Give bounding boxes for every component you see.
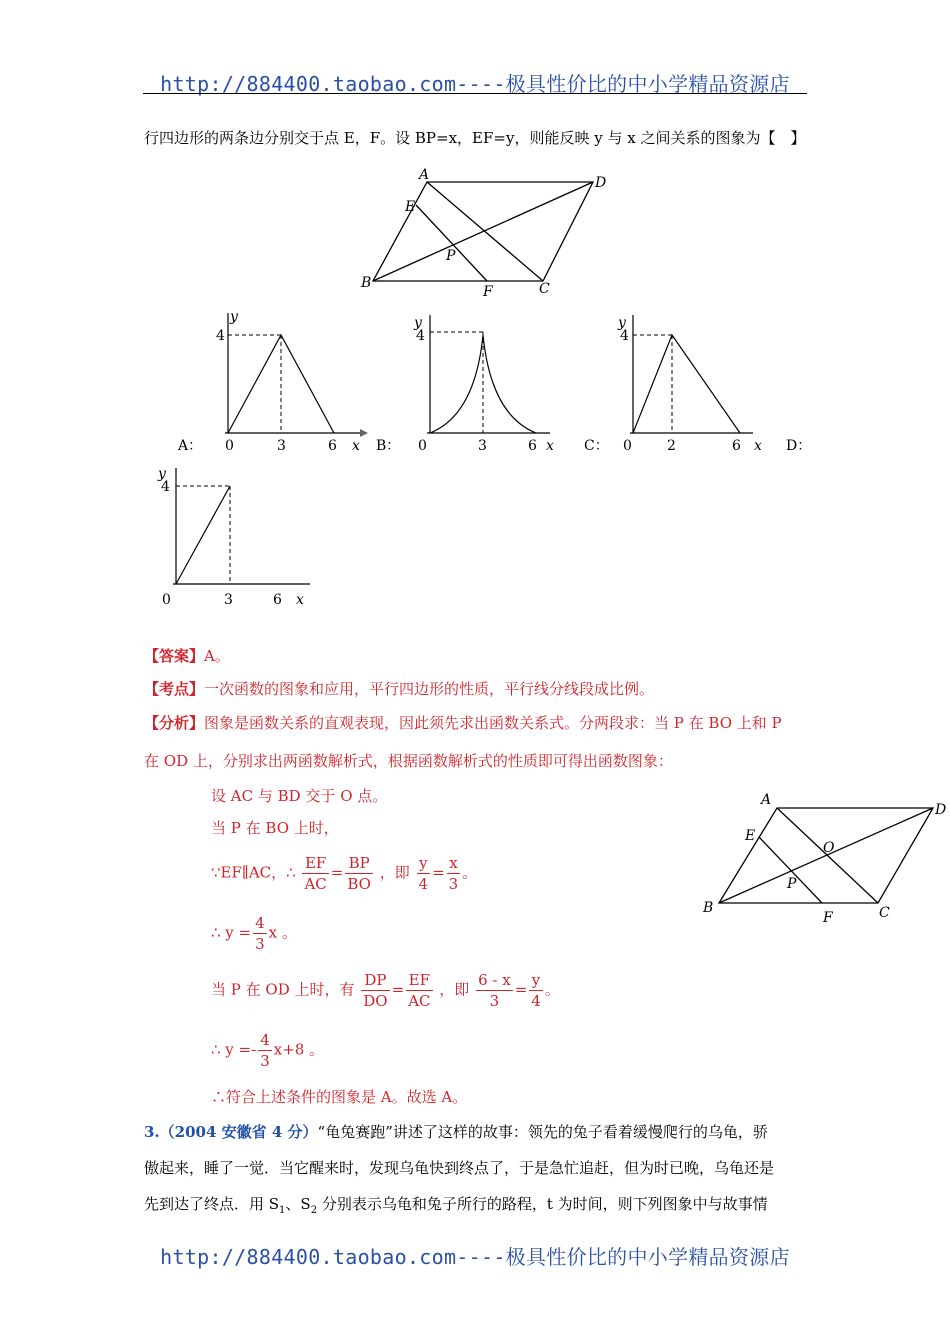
solution-step-5: 当 P 在 OD 上时，有 $\frac{DP}{DO}$ = $\frac{EF}{AC}$ ，即 $\frac{6 - x}{3}$ = $\frac{y}{4}$ 。 xyxy=(211,971,560,1010)
q3-source: （2004 安徽省 4 分） xyxy=(159,1123,318,1141)
option-c-label: C： xyxy=(584,438,609,454)
fraction-4-3-neg: $\frac{4}{3}$ xyxy=(260,1031,270,1070)
fraction-ef-ac: $\frac{EF}{AC}$ xyxy=(304,854,327,893)
option-a-tick1: 3 xyxy=(277,438,286,454)
label-f: F xyxy=(483,284,493,300)
fenxi-text-1: 图象是函数关系的直观表现，因此须先求出函数关系式。分两段求：当 P 在 BO 上和 P xyxy=(204,714,782,732)
label-d: D xyxy=(595,175,607,191)
label-b: B xyxy=(361,275,372,291)
option-c-tick2: 6 xyxy=(732,438,741,454)
option-a-tick2: 6 xyxy=(328,438,337,454)
fraction-6mx-3: $\frac{6 - x}{3}$ xyxy=(478,971,511,1010)
segment-ef xyxy=(416,205,487,281)
step4-suffix: x 。 xyxy=(268,923,297,942)
fraction-4-3: $\frac{4}{3}$ xyxy=(255,914,265,953)
label2-b: B xyxy=(703,900,714,916)
option-d-label: D： xyxy=(786,438,812,454)
label2-e: E xyxy=(745,828,756,844)
option-a-tick0: 0 xyxy=(225,438,234,454)
option-b-tick0: 0 xyxy=(418,438,427,454)
answer-line xyxy=(144,646,230,666)
label2-f: F xyxy=(823,910,833,926)
option-c-tick0: 0 xyxy=(623,438,632,454)
option-b-label: B： xyxy=(376,438,401,454)
solution-step-2: 当 P 在 BO 上时， xyxy=(211,819,339,837)
label2-p: P xyxy=(787,876,797,892)
answer-tag: 【答案】 xyxy=(144,647,205,665)
option-c-ymax: 4 xyxy=(620,328,629,344)
fraction-bp-bo: $\frac{BP}{BO}$ xyxy=(347,854,371,893)
fraction-y-4-2: $\frac{y}{4}$ xyxy=(531,971,541,1010)
fraction-dp-do: $\frac{DP}{DO}$ xyxy=(363,971,388,1010)
option-a-ymax: 4 xyxy=(216,328,225,344)
solution-step-7: ∴符合上述条件的图象是 A。故选 A。 xyxy=(211,1088,468,1106)
label-a: A xyxy=(419,167,430,183)
header-divider xyxy=(143,93,807,94)
answer-text: A。 xyxy=(204,647,230,665)
fraction-y-4: $\frac{y}{4}$ xyxy=(418,854,429,893)
fraction-x-3: $\frac{x}{3}$ xyxy=(448,854,459,893)
step5-mid: ，即 xyxy=(439,980,470,999)
q3-line-1 xyxy=(144,1122,768,1142)
solution-step-4 xyxy=(211,913,297,954)
option-a-xaxis: x xyxy=(352,438,360,454)
diagonal-ac xyxy=(427,182,543,281)
fenxi-line-2: 在 OD 上，分别求出两函数解析式，根据函数解析式的性质即可得出函数图象： xyxy=(144,752,673,770)
option-d-yaxis: y xyxy=(158,466,166,482)
q3-text-1: “龟兔赛跑”讲述了这样的故事：领先的兔子看着缓慢爬行的乌龟，骄 xyxy=(317,1123,768,1141)
option-b-xaxis: x xyxy=(546,438,554,454)
parallelogram-figure xyxy=(355,165,615,300)
label-c: C xyxy=(539,281,550,297)
solution-step-3: ∵EF∥AC，∴ $\frac{EF}{AC}$ = $\frac{BP}{BO}$ ，即 $\frac{y}{4}$ = $\frac{x}{3}$ 。 xyxy=(211,854,478,893)
option-d-tick0: 0 xyxy=(162,592,171,608)
option-c-graph xyxy=(578,305,818,455)
header-url[interactable]: http://884400.taobao.com----极具性价比的中小学精品资源店 xyxy=(160,72,790,96)
q3-number: 3. xyxy=(144,1123,160,1141)
solution-step-6 xyxy=(211,1030,324,1071)
label2-c: C xyxy=(879,905,890,921)
option-a-graph xyxy=(170,305,370,455)
option-d-graph xyxy=(150,462,320,612)
label2-a: A xyxy=(761,792,772,808)
question-intro: 行四边形的两条边分别交于点 E，F。设 BP=x，EF=y，则能反映 y 与 x 之间关系的图象为【 】 xyxy=(144,129,806,147)
label2-o: O xyxy=(823,840,835,856)
step4-prefix: ∴ y = xyxy=(211,923,252,942)
option-d-ymax: 4 xyxy=(161,479,170,495)
step3-prefix: ∵EF∥AC，∴ xyxy=(211,863,296,882)
step3-mid: ，即 xyxy=(379,863,410,882)
option-c-yaxis: y xyxy=(618,315,626,331)
diagonal-bd xyxy=(373,182,593,281)
option-d-xaxis: x xyxy=(296,592,304,608)
label-p: P xyxy=(446,248,456,264)
option-d-tick1: 3 xyxy=(224,592,233,608)
parallelogram-figure-o xyxy=(695,790,950,930)
option-c-xaxis: x xyxy=(754,438,762,454)
step5-prefix: 当 P 在 OD 上时，有 xyxy=(211,980,355,999)
q3-line-2: 傲起来，睡了一觉．当它醒来时，发现乌龟快到终点了，于是急忙追赶，但为时已晚，乌龟还是 xyxy=(144,1159,775,1177)
option-c-tick1: 2 xyxy=(667,438,676,454)
fenxi-tag: 【分析】 xyxy=(144,714,205,732)
option-a-label: A： xyxy=(178,438,203,454)
option-a-yaxis: y xyxy=(230,309,238,325)
option-b-tick2: 6 xyxy=(528,438,537,454)
kaodian-tag: 【考点】 xyxy=(144,680,205,698)
kaodian-line xyxy=(144,679,654,699)
option-d-tick2: 6 xyxy=(273,592,282,608)
option-b-ymax: 4 xyxy=(416,328,425,344)
kaodian-text: 一次函数的图象和应用，平行四边形的性质，平行线分线段成比例。 xyxy=(204,680,655,698)
footer-url[interactable]: http://884400.taobao.com----极具性价比的中小学精品资源店 xyxy=(160,1245,790,1269)
fraction-ef-ac-2: $\frac{EF}{AC}$ xyxy=(408,971,431,1010)
option-b-tick1: 3 xyxy=(478,438,487,454)
step6-prefix: ∴ y =- xyxy=(211,1040,257,1059)
label2-d: D xyxy=(935,802,947,818)
q3-line-3: 先到达了终点．用 $S_1$、$S_2$ 分别表示乌龟和兔子所行的路程，t 为时间，则下列图象中与故事情 xyxy=(144,1195,768,1216)
fenxi-line-1 xyxy=(144,713,782,733)
option-b-yaxis: y xyxy=(414,315,422,331)
option-b-graph xyxy=(370,305,570,455)
solution-step-1: 设 AC 与 BD 交于 O 点。 xyxy=(211,787,388,805)
step6-suffix: x+8 。 xyxy=(273,1040,325,1059)
label-e: E xyxy=(405,199,416,215)
